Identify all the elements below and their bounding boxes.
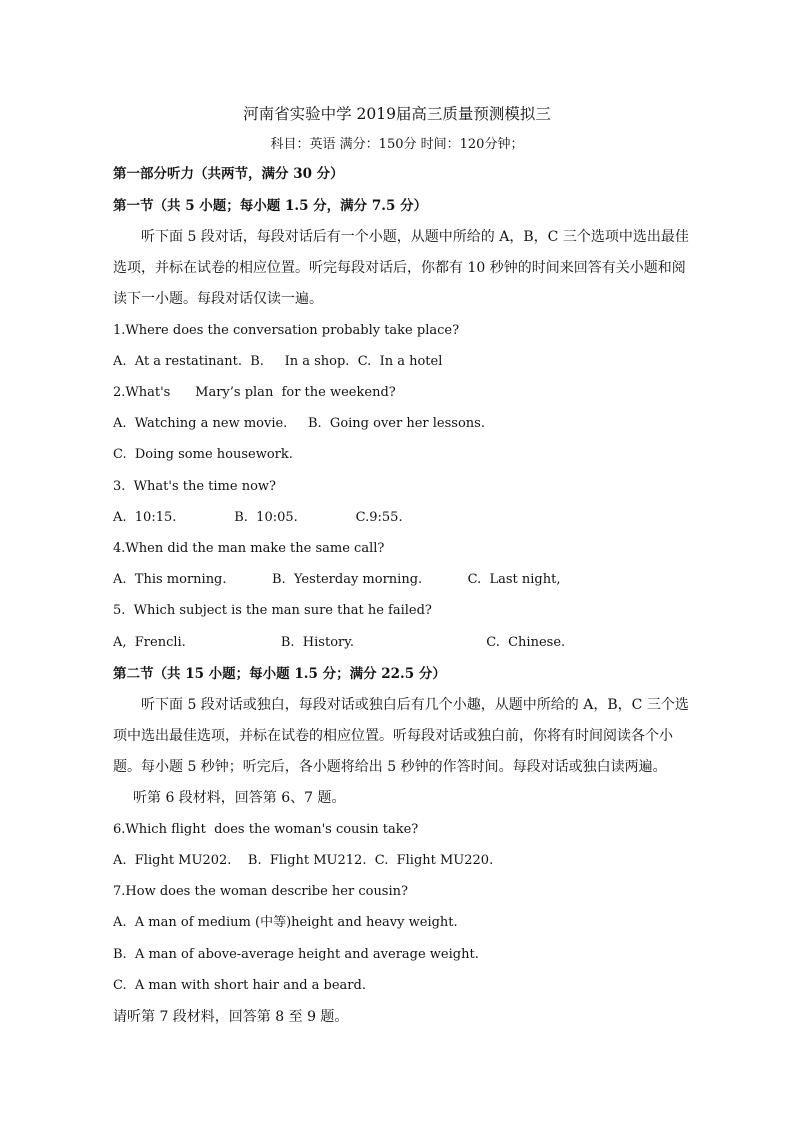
- question-3: 3. What's the time now?: [113, 479, 277, 494]
- section2-instruction-line: 题。每小题 5 秒钟；听完后，各小题将给出 5 秒钟的作答时间。每段对话或独白读两遍。: [113, 759, 667, 775]
- section1-instruction-line: 读下一小题。每段对话仅读一遍。: [113, 291, 323, 307]
- section2-heading: 第二节（共 15 小题；每小题 1.5 分；满分 22.5 分）: [113, 666, 446, 682]
- exam-info: 科目：英语 满分：150分 时间：120分钟；: [270, 137, 524, 152]
- question-7-option-a: A. A man of medium (中等)height and heavy weight.: [113, 915, 458, 930]
- question-5: 5. Which subject is the man sure that he failed?: [113, 603, 432, 618]
- question-6: 6.Which flight does the woman's cousin take?: [113, 822, 419, 837]
- question-4: 4.When did the man make the same call?: [113, 541, 385, 556]
- section2-instruction-line: 项中选出最佳选项，并标在试卷的相应位置。听每段对话或独白前，你将有时间阅读各个小: [113, 728, 673, 744]
- section1-heading: 第一节（共 5 小题；每小题 1.5 分，满分 7.5 分）: [113, 198, 428, 214]
- question-2-option-c: C. Doing some housework.: [113, 447, 293, 462]
- material-6-instruction: 听第 6 段材料，回答第 6、7 题。: [133, 790, 346, 806]
- question-2: 2.What's Mary’s plan for the weekend?: [113, 385, 396, 400]
- section2-instruction-line: 听下面 5 段对话或独白，每段对话或独白后有几个小趣，从题中所给的 A，B，C 三个选: [141, 697, 689, 713]
- question-7-option-b: B. A man of above-average height and average weight.: [113, 947, 479, 962]
- question-7-option-c: C. A man with short hair and a beard.: [113, 978, 366, 993]
- question-7: 7.How does the woman describe her cousin?: [113, 884, 408, 899]
- question-2-options: A. Watching a new movie. B. Going over her lessons.: [113, 416, 485, 431]
- question-3-options: A. 10:15. B. 10:05. C.9:55.: [113, 510, 403, 525]
- section1-instruction-line: 听下面 5 段对话，每段对话后有一个小题，从题中所给的 A，B，C 三个选项中选出最佳: [141, 229, 689, 245]
- question-1-options: A. At a restatinant. B. In a shop. C. In a hotel: [113, 354, 443, 369]
- question-5-options: A, Frencli. B. History. C. Chinese.: [113, 635, 566, 650]
- part1-heading: 第一部分听力（共两节，满分 30 分）: [113, 166, 344, 182]
- material-7-instruction: 请听第 7 段材料，回答第 8 至 9 题。: [113, 1009, 349, 1025]
- question-4-options: A. This morning. B. Yesterday morning. C. Last night,: [113, 572, 561, 587]
- page-title: 河南省实验中学 2019届高三质量预测模拟三: [243, 105, 551, 123]
- section1-instruction-line: 选项，并标在试卷的相应位置。听完每段对话后，你都有 10 秒钟的时间来回答有关小题和阅: [113, 260, 686, 276]
- question-1: 1.Where does the conversation probably take place?: [113, 323, 460, 338]
- question-6-options: A. Flight MU202. B. Flight MU212. C. Flight MU220.: [113, 853, 494, 868]
